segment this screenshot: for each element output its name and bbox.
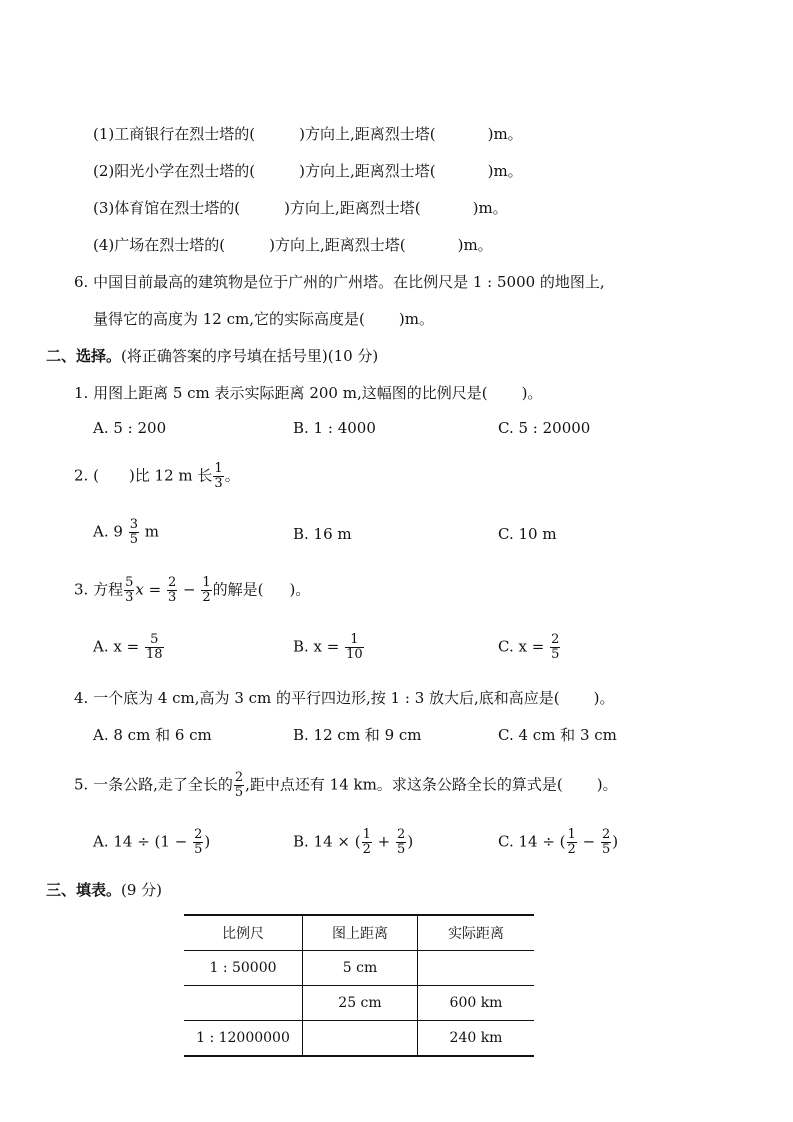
choice-q4-option-c: C. 4 cm 和 3 cm [498,726,617,744]
choice-q5-option-b: B. 14 × ( $\frac{1}{2}$ + $\frac{2}{5}$ ) [293,827,414,857]
choice-q2-option-a: A. 9 $\frac{3}{5}$ m [93,517,159,547]
fill-q5-item-3: (3)体育馆在烈士塔的( )方向上,距离烈士塔( )m。 [93,199,508,217]
fraction: $\frac{2}{3}$ [167,575,177,605]
fraction: $\frac{3}{5}$ [129,517,138,547]
table-cell [418,951,535,986]
fill-q5-item-1: (1)工商银行在烈士塔的( )方向上,距离烈士塔( )m。 [93,125,523,143]
table-cell: 1 : 12000000 [184,1021,303,1057]
choice-q3-option-c: C. x = $\frac{2}{5}$ [498,632,560,662]
section-2-heading: 二、选择。(将正确答案的序号填在括号里)(10 分) [46,347,379,365]
fraction: $\frac{1}{2}$ [567,827,576,857]
choice-q3-stem: 3. 方程 $\frac{5}{3}$ x = $\frac{2}{3}$ − $\frac{1}{2}$ 的解是( )。 [74,575,311,605]
table-cell [184,986,303,1021]
table-row [184,986,534,1021]
fraction: $\frac{5}{3}$ [125,575,134,605]
fill-q5-item-2: (2)阳光小学在烈士塔的( )方向上,距离烈士塔( )m。 [93,162,523,180]
table-header-row [184,915,534,951]
table-header: 图上距离 [303,915,418,951]
table-cell: 25 cm [303,986,418,1021]
fill-q5-item-4: (4)广场在烈士塔的( )方向上,距离烈士塔( )m。 [93,236,493,254]
choice-q1-option-b: B. 1 : 4000 [293,419,376,437]
choice-q5-option-c: C. 14 ÷ ( $\frac{1}{2}$ − $\frac{2}{5}$ ) [498,827,619,857]
fraction: $\frac{5}{18}$ [145,632,163,662]
table-cell [303,1021,418,1057]
fraction: $\frac{1}{2}$ [362,827,371,857]
table-header: 实际距离 [418,915,535,951]
table-cell: 600 km [418,986,535,1021]
table-row [184,951,534,986]
fraction: $\frac{2}{5}$ [551,632,560,662]
choice-q1-option-c: C. 5 : 20000 [498,419,591,437]
fraction: $\frac{1}{3}$ [214,461,223,491]
fraction: $\frac{1}{10}$ [346,632,363,662]
choice-q3-option-a: A. x = $\frac{5}{18}$ [93,632,163,662]
table-cell: 1 : 50000 [184,951,303,986]
choice-q5-option-a: A. 14 ÷ (1 − $\frac{2}{5}$ ) [93,827,211,857]
fraction: $\frac{1}{2}$ [202,575,211,605]
choice-q4-option-a: A. 8 cm 和 6 cm [93,726,212,744]
section-3-heading: 三、填表。(9 分) [46,881,163,899]
fraction: $\frac{2}{5}$ [234,770,244,800]
choice-q5-stem: 5. 一条公路,走了全长的 $\frac{2}{5}$ ,距中点还有 14 km。求这条公路全长的算式是( )。 [74,770,618,800]
choice-q3-option-b: B. x = $\frac{1}{10}$ [293,632,363,662]
table-cell: 240 km [418,1021,535,1057]
scale-table [184,914,534,1057]
choice-q1-option-a: A. 5 : 200 [93,419,167,437]
table-cell: 5 cm [303,951,418,986]
fill-q6-line1: 6. 中国目前最高的建筑物是位于广州的广州塔。在比例尺是 1 : 5000 的地图上, [74,273,605,291]
fill-q6-line2: 量得它的高度为 12 cm,它的实际高度是( )m。 [93,310,434,328]
choice-q2-stem: 2. ( )比 12 m 长 $\frac{1}{3}$ 。 [74,461,240,491]
choice-q2-option-b: B. 16 m [293,525,352,543]
table-row [184,1021,534,1057]
fraction: $\frac{2}{5}$ [397,827,406,857]
fraction: $\frac{2}{5}$ [194,827,203,857]
fraction: $\frac{2}{5}$ [601,827,611,857]
choice-q4-stem: 4. 一个底为 4 cm,高为 3 cm 的平行四边形,按 1 : 3 放大后,底和高应是( )。 [74,689,615,707]
table-header: 比例尺 [184,915,303,951]
choice-q4-option-b: B. 12 cm 和 9 cm [293,726,422,744]
choice-q2-option-c: C. 10 m [498,525,557,543]
choice-q1-stem: 1. 用图上距离 5 cm 表示实际距离 200 m,这幅图的比例尺是( )。 [74,384,543,402]
